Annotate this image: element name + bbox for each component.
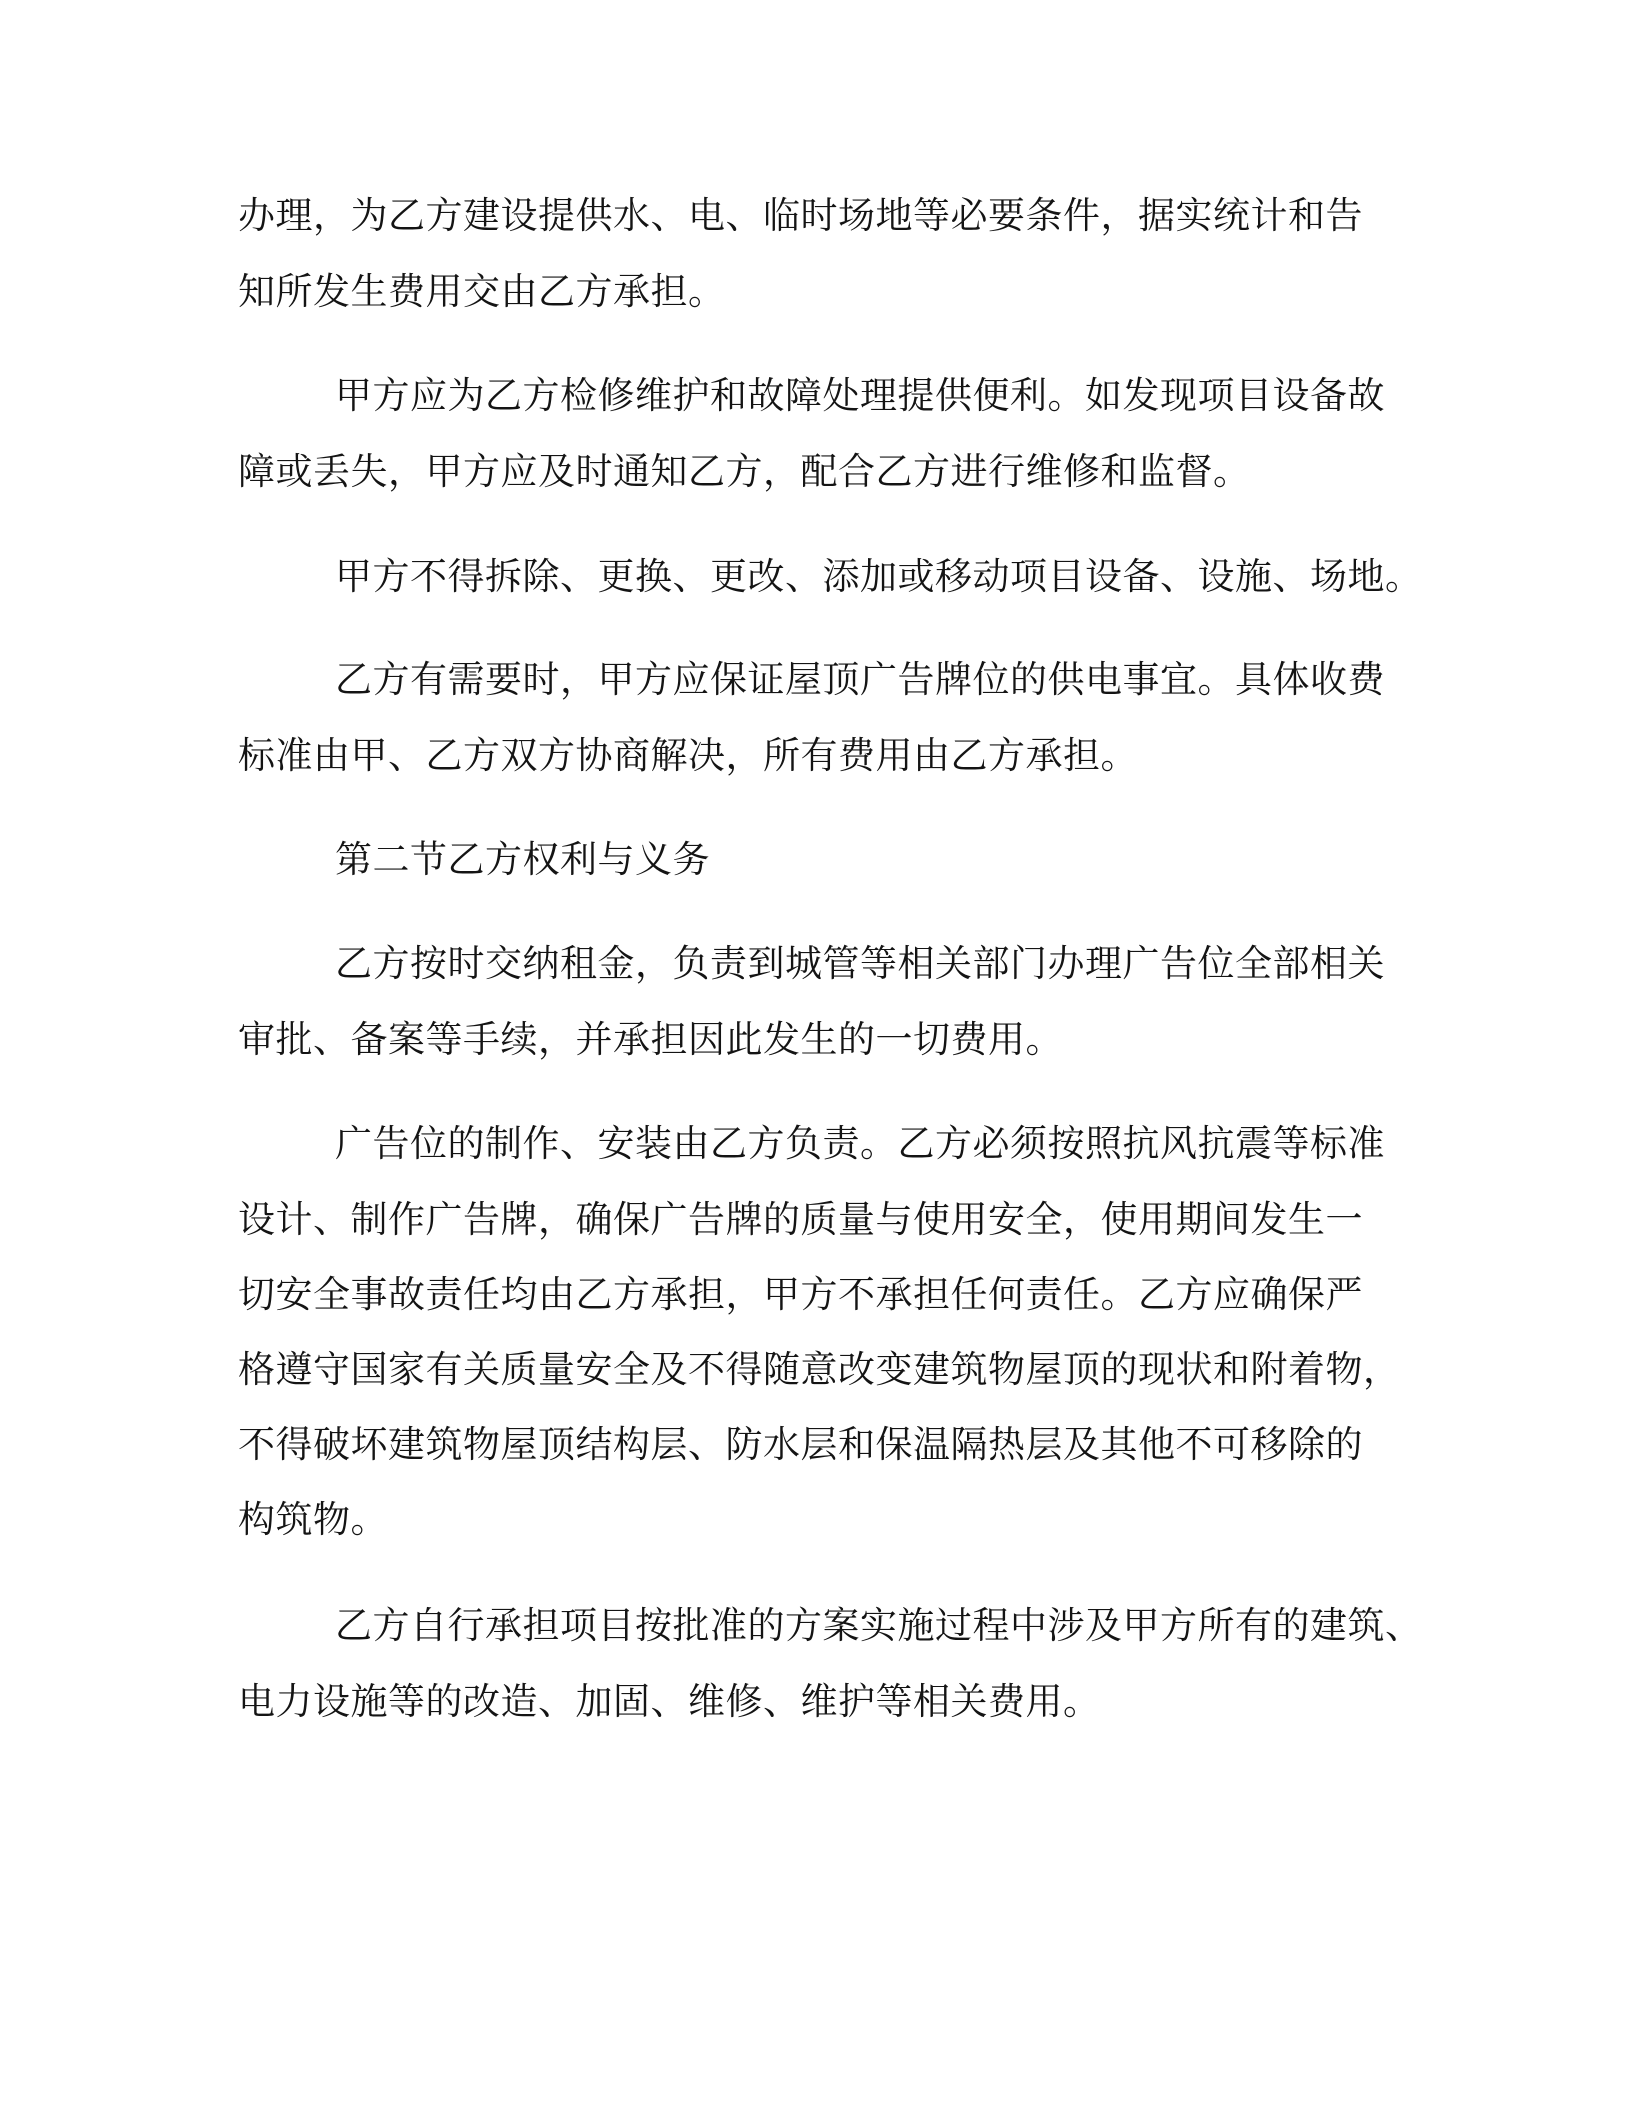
paragraph-line: 电力设施等的改造、加固、维修、维护等相关费用。	[238, 1680, 1101, 1723]
paragraph-line: 格遵守国家有关质量安全及不得随意改变建筑物屋顶的现状和附着物，	[238, 1348, 1401, 1391]
paragraph-line: 构筑物。	[238, 1498, 388, 1541]
paragraph-line: 办理，为乙方建设提供水、电、临时场地等必要条件，据实统计和告	[238, 194, 1363, 237]
paragraph-line: 切安全事故责任均由乙方承担，甲方不承担任何责任。乙方应确保严	[238, 1273, 1363, 1316]
paragraph-line: 甲方应为乙方检修维护和故障处理提供便利。如发现项目设备故	[335, 374, 1385, 417]
paragraph-line: 乙方按时交纳租金，负责到城管等相关部门办理广告位全部相关	[335, 942, 1385, 985]
paragraph-line: 广告位的制作、安装由乙方负责。乙方必须按照抗风抗震等标准	[335, 1122, 1385, 1165]
paragraph-line: 标准由甲、乙方双方协商解决，所有费用由乙方承担。	[238, 734, 1138, 777]
paragraph-line: 障或丢失，甲方应及时通知乙方，配合乙方进行维修和监督。	[238, 450, 1251, 493]
section-heading: 第二节乙方权利与义务	[335, 838, 710, 881]
paragraph-line: 审批、备案等手续，并承担因此发生的一切费用。	[238, 1018, 1063, 1061]
paragraph-line: 不得破坏建筑物屋顶结构层、防水层和保温隔热层及其他不可移除的	[238, 1423, 1363, 1466]
paragraph-line: 甲方不得拆除、更换、更改、添加或移动项目设备、设施、场地。	[335, 555, 1423, 598]
paragraph-line: 乙方有需要时，甲方应保证屋顶广告牌位的供电事宜。具体收费	[335, 658, 1385, 701]
paragraph-line: 乙方自行承担项目按批准的方案实施过程中涉及甲方所有的建筑、	[335, 1604, 1423, 1647]
paragraph-line: 知所发生费用交由乙方承担。	[238, 270, 726, 313]
paragraph-line: 设计、制作广告牌，确保广告牌的质量与使用安全，使用期间发生一	[238, 1198, 1363, 1241]
